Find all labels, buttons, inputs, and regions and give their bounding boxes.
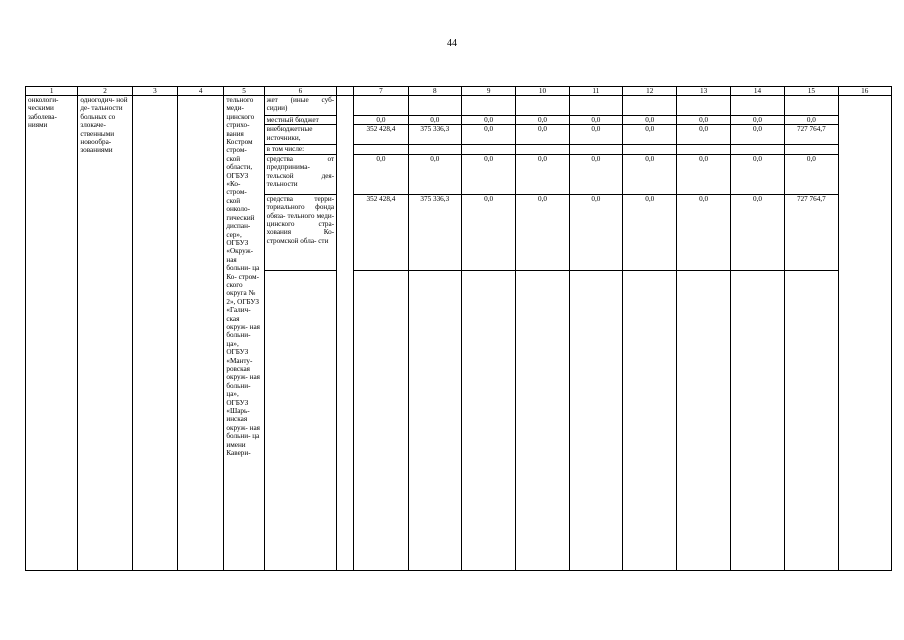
header-cell: 14 bbox=[730, 87, 784, 96]
header-cell: 9 bbox=[461, 87, 515, 96]
value-cell bbox=[516, 145, 569, 154]
value-cell: 0,0 bbox=[730, 194, 784, 270]
value-cell: 0,0 bbox=[677, 125, 730, 145]
header-cell: 7 bbox=[354, 87, 408, 96]
header-cell: 11 bbox=[569, 87, 622, 96]
value-cell: 0,0 bbox=[730, 116, 784, 125]
source-label-cell: местный бюджет bbox=[264, 116, 337, 125]
header-cell: 5 bbox=[224, 87, 264, 96]
source-label-cell: средства терри- ториального фонда обяза- тельного меди- цинского стра- хования Ко- стромской обла- сти bbox=[264, 194, 337, 270]
value-cell: 0,0 bbox=[516, 194, 569, 270]
value-cell: 727 764,7 bbox=[785, 125, 838, 145]
source-label-cell: в том числе: bbox=[264, 145, 337, 154]
value-cell: 0,0 bbox=[730, 154, 784, 194]
value-cell bbox=[516, 96, 569, 116]
value-cell bbox=[569, 96, 622, 116]
value-cell: 0,0 bbox=[569, 194, 622, 270]
empty-cell bbox=[178, 96, 224, 571]
value-cell bbox=[677, 96, 730, 116]
target-indicator-cell: одногодич- ной де- тальности больных со злокаче- ственными новообра- зованиями bbox=[78, 96, 132, 571]
value-cell: 0,0 bbox=[516, 125, 569, 145]
empty-cell bbox=[730, 270, 784, 570]
header-row bbox=[26, 87, 892, 96]
value-cell: 0,0 bbox=[516, 116, 569, 125]
header-cell: 13 bbox=[677, 87, 730, 96]
value-cell: 0,0 bbox=[623, 154, 677, 194]
empty-cell bbox=[461, 270, 515, 570]
value-cell bbox=[623, 145, 677, 154]
empty-cell bbox=[337, 96, 354, 571]
value-cell: 0,0 bbox=[354, 154, 408, 194]
header-cell: 12 bbox=[623, 87, 677, 96]
empty-cell bbox=[132, 96, 177, 571]
page-number: 44 bbox=[447, 38, 457, 49]
value-cell: 0,0 bbox=[408, 154, 461, 194]
value-cell bbox=[408, 96, 461, 116]
header-cell: 4 bbox=[178, 87, 224, 96]
value-cell bbox=[785, 96, 838, 116]
value-cell bbox=[730, 145, 784, 154]
value-cell: 375 336,3 bbox=[408, 194, 461, 270]
value-cell bbox=[569, 145, 622, 154]
value-cell: 0,0 bbox=[623, 194, 677, 270]
source-label-cell: внебюджетные источники, bbox=[264, 125, 337, 145]
value-cell: 0,0 bbox=[623, 116, 677, 125]
source-label-cell: средства от предпринима- тельской дея- тельности bbox=[264, 154, 337, 194]
value-cell: 352 428,4 bbox=[354, 125, 408, 145]
table-row bbox=[26, 96, 892, 116]
value-cell bbox=[677, 145, 730, 154]
value-cell bbox=[623, 96, 677, 116]
value-cell bbox=[354, 145, 408, 154]
header-cell: 2 bbox=[78, 87, 132, 96]
value-cell: 375 336,3 bbox=[408, 125, 461, 145]
value-cell bbox=[461, 145, 515, 154]
empty-cell bbox=[838, 96, 891, 571]
empty-cell bbox=[516, 270, 569, 570]
header-cell: 3 bbox=[132, 87, 177, 96]
header-cell: 16 bbox=[838, 87, 891, 96]
value-cell: 0,0 bbox=[785, 116, 838, 125]
header-cell: 15 bbox=[785, 87, 838, 96]
empty-cell bbox=[677, 270, 730, 570]
empty-cell bbox=[354, 270, 408, 570]
empty-cell bbox=[264, 270, 337, 570]
budget-table bbox=[25, 86, 892, 571]
header-cell bbox=[337, 87, 354, 96]
value-cell bbox=[408, 145, 461, 154]
value-cell: 0,0 bbox=[461, 194, 515, 270]
empty-cell bbox=[623, 270, 677, 570]
value-cell: 727 764,7 bbox=[785, 194, 838, 270]
source-label-cell: жет (иные суб- сидии) bbox=[264, 96, 337, 116]
value-cell: 0,0 bbox=[461, 154, 515, 194]
value-cell: 0,0 bbox=[730, 125, 784, 145]
value-cell: 0,0 bbox=[569, 154, 622, 194]
value-cell bbox=[730, 96, 784, 116]
disease-category-cell: онкологи- ческими заболева- ниями bbox=[26, 96, 78, 571]
value-cell bbox=[785, 145, 838, 154]
value-cell: 0,0 bbox=[569, 116, 622, 125]
value-cell: 0,0 bbox=[354, 116, 408, 125]
empty-cell bbox=[569, 270, 622, 570]
value-cell bbox=[461, 96, 515, 116]
value-cell: 0,0 bbox=[623, 125, 677, 145]
value-cell: 0,0 bbox=[516, 154, 569, 194]
value-cell: 0,0 bbox=[677, 116, 730, 125]
empty-cell bbox=[408, 270, 461, 570]
value-cell: 0,0 bbox=[461, 116, 515, 125]
header-cell: 1 bbox=[26, 87, 78, 96]
value-cell: 0,0 bbox=[677, 154, 730, 194]
value-cell: 0,0 bbox=[461, 125, 515, 145]
header-cell: 6 bbox=[264, 87, 337, 96]
header-cell: 10 bbox=[516, 87, 569, 96]
value-cell: 0,0 bbox=[677, 194, 730, 270]
value-cell: 0,0 bbox=[569, 125, 622, 145]
empty-cell bbox=[785, 270, 838, 570]
executor-cell: тельного меди- цинского стрихо- вания Костром стром- ской области, ОГБУЗ «Ко- стром- ской онколо- гический диспан- сер», ОГБУЗ «Окруж- ная больни- ца Ко- стром- ского округа № 2», ОГБУЗ «Галич- ская окруж- ная больни- ца», ОГБУЗ «Манту- ровская окруж- ная больни- ца», ОГБУЗ «Шарь- инская окруж- ная больни- ца имени Кавери- bbox=[224, 96, 264, 571]
header-cell: 8 bbox=[408, 87, 461, 96]
value-cell bbox=[354, 96, 408, 116]
value-cell: 0,0 bbox=[785, 154, 838, 194]
value-cell: 0,0 bbox=[408, 116, 461, 125]
value-cell: 352 428,4 bbox=[354, 194, 408, 270]
